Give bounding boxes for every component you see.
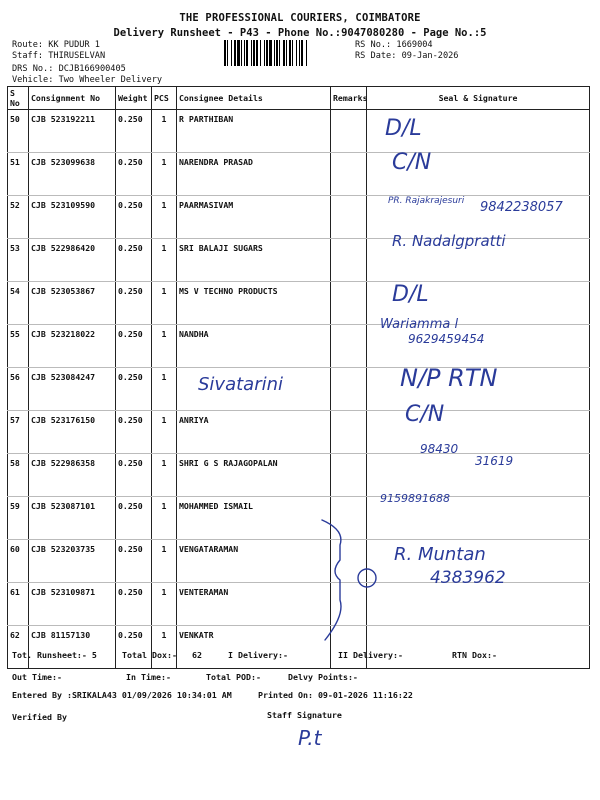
barcode-bar <box>306 40 307 66</box>
out-time: Out Time:- <box>12 672 62 682</box>
row-consignee: MS V TECHNO PRODUCTS <box>177 282 331 325</box>
drs-label: DRS No.: DCJB166900405 <box>12 64 126 74</box>
row-pcs: 1 <box>152 626 177 669</box>
barcode-bar <box>286 40 287 66</box>
row-weight: 0.250 <box>116 583 152 626</box>
table-row <box>8 325 590 368</box>
row-consignment-no: CJB 523053867 <box>29 282 116 325</box>
table-row <box>8 110 590 153</box>
sig-r52-name: PR. Rajakrajesuri <box>388 196 465 206</box>
sig-r53: R. Nadalgpratti <box>392 232 506 250</box>
barcode-bar <box>246 40 248 66</box>
row-remarks <box>331 282 367 325</box>
row-pcs: 1 <box>152 411 177 454</box>
barcode-bar <box>283 40 285 66</box>
rtn-dox: RTN Dox:- <box>452 650 497 660</box>
barcode-bar <box>292 40 293 66</box>
row-consignment-no: CJB 523109871 <box>29 583 116 626</box>
row-weight: 0.250 <box>116 325 152 368</box>
barcode-bar <box>253 40 255 66</box>
row-consignment-no: CJB 523192211 <box>29 110 116 153</box>
row-consignee: ANRIYA <box>177 411 331 454</box>
table-row <box>8 282 590 325</box>
row-consignment-no: CJB 522986420 <box>29 239 116 282</box>
consignee-r56-handwritten: Sivatarini <box>198 374 284 395</box>
sig-r59: 9159891688 <box>380 492 450 505</box>
ii-delivery: II Delivery:- <box>338 650 403 660</box>
barcode-bar <box>224 40 226 66</box>
staff-signature-ink: P.t <box>298 726 322 750</box>
sig-r50: D/L <box>385 116 422 141</box>
row-weight: 0.250 <box>116 368 152 411</box>
sig-r56: N/P RTN <box>400 364 498 392</box>
row-sno: 54 <box>8 282 29 325</box>
row-consignee: NARENDRA PRASAD <box>177 153 331 196</box>
row-sno: 57 <box>8 411 29 454</box>
barcode-bar <box>227 40 228 66</box>
barcode-bar <box>299 40 300 66</box>
verified-by: Verified By <box>12 712 67 722</box>
row-consignment-no: CJB 523099638 <box>29 153 116 196</box>
row-pcs: 1 <box>152 110 177 153</box>
barcode-bar <box>244 40 245 66</box>
row-pcs: 1 <box>152 454 177 497</box>
row-pcs: 1 <box>152 153 177 196</box>
row-consignment-no: CJB 522986358 <box>29 454 116 497</box>
row-weight: 0.250 <box>116 282 152 325</box>
barcode-bar <box>234 40 236 66</box>
row-weight: 0.250 <box>116 110 152 153</box>
tot-runsheet: Tot. Runsheet:- 5 <box>12 650 97 660</box>
row-consignee: NANDHA <box>177 325 331 368</box>
row-consignment-no: CJB 523176150 <box>29 411 116 454</box>
barcode-bar <box>264 40 265 66</box>
row-sno: 58 <box>8 454 29 497</box>
printed-on: Printed On: 09-01-2026 11:16:22 <box>258 690 413 700</box>
sig-r55-name: Wariamma l <box>380 317 459 332</box>
staff-signature-label: Staff Signature <box>267 710 342 720</box>
row-sno: 61 <box>8 583 29 626</box>
rs-number: RS No.: 1669004 <box>355 40 433 50</box>
sig-r51: C/N <box>392 150 432 175</box>
barcode-bar <box>296 40 297 66</box>
barcode <box>224 40 351 66</box>
row-consignee: SRI BALAJI SUGARS <box>177 239 331 282</box>
company-title: THE PROFESSIONAL COURIERS, COIMBATORE <box>179 12 421 24</box>
sig-r58-a: 98430 <box>420 442 459 456</box>
row-remarks <box>331 626 367 669</box>
barcode-bar <box>231 40 232 66</box>
barcode-bar <box>301 40 303 66</box>
delvy-points: Delvy Points:- <box>288 672 358 682</box>
table-row <box>8 626 590 669</box>
row-pcs: 1 <box>152 583 177 626</box>
barcode-bar <box>237 40 240 66</box>
table-header-row <box>8 87 590 110</box>
row-consignee: R PARTHIBAN <box>177 110 331 153</box>
route-info <box>12 40 162 86</box>
table-row <box>8 368 590 411</box>
row-pcs: 1 <box>152 497 177 540</box>
row-pcs: 1 <box>152 239 177 282</box>
row-pcs: 1 <box>152 540 177 583</box>
col-consignee: Consignee Details <box>177 87 331 110</box>
row-consignee: VENKATR <box>177 626 331 669</box>
barcode-bar <box>266 40 268 66</box>
sig-r55-phone: 9629459454 <box>408 332 485 346</box>
row-sno: 55 <box>8 325 29 368</box>
sig-r61-phone: 4383962 <box>430 568 506 588</box>
row-remarks <box>331 239 367 282</box>
barcode-bar <box>276 40 278 66</box>
barcode-bar <box>256 40 258 66</box>
row-consignment-no: CJB 523087101 <box>29 497 116 540</box>
row-weight: 0.250 <box>116 454 152 497</box>
runsheet-subtitle: Delivery Runsheet - P43 - Phone No.:9047080280 - Page No.:5 <box>113 27 487 39</box>
row-remarks <box>331 540 367 583</box>
barcode-bar <box>289 40 291 66</box>
row-sno: 60 <box>8 540 29 583</box>
row-weight: 0.250 <box>116 153 152 196</box>
row-weight: 0.250 <box>116 239 152 282</box>
row-remarks <box>331 110 367 153</box>
route-label: Route: KK PUDUR 1 <box>12 40 100 50</box>
row-remarks <box>331 196 367 239</box>
row-sno: 62 <box>8 626 29 669</box>
row-weight: 0.250 <box>116 196 152 239</box>
row-consignee: SHRI G S RAJAGOPALAN <box>177 454 331 497</box>
row-sno: 56 <box>8 368 29 411</box>
row-consignment-no: CJB 81157130 <box>29 626 116 669</box>
barcode-bar <box>260 40 261 66</box>
row-pcs: 1 <box>152 325 177 368</box>
table-row <box>8 411 590 454</box>
sig-r57: C/N <box>405 402 445 427</box>
row-consignee: MOHAMMED ISMAIL <box>177 497 331 540</box>
row-consignee: VENGATARAMAN <box>177 540 331 583</box>
col-weight: Weight <box>116 87 152 110</box>
sig-r54: D/L <box>392 282 429 307</box>
row-consignment-no: CJB 523084247 <box>29 368 116 411</box>
rs-info <box>355 40 458 62</box>
sig-r52-phone: 9842238057 <box>480 200 563 215</box>
col-seal-signature: Seal & Signature <box>367 87 590 110</box>
table-row <box>8 583 590 626</box>
row-weight: 0.250 <box>116 626 152 669</box>
row-sno: 59 <box>8 497 29 540</box>
row-consignment-no: CJB 523109590 <box>29 196 116 239</box>
total-pod: Total POD:- <box>206 672 261 682</box>
sig-r58-b: 31619 <box>475 454 514 468</box>
row-sno: 52 <box>8 196 29 239</box>
row-signature <box>367 583 590 626</box>
row-sno: 50 <box>8 110 29 153</box>
barcode-bar <box>269 40 272 66</box>
row-consignment-no: CJB 523203735 <box>29 540 116 583</box>
vehicle-label: Vehicle: Two Wheeler Delivery <box>12 75 163 85</box>
col-sno: S No <box>8 87 29 110</box>
row-weight: 0.250 <box>116 540 152 583</box>
barcode-bar <box>274 40 275 66</box>
i-delivery: I Delivery:- <box>228 650 288 660</box>
row-sno: 53 <box>8 239 29 282</box>
row-consignment-no: CJB 523218022 <box>29 325 116 368</box>
row-weight: 0.250 <box>116 411 152 454</box>
entered-by: Entered By :SRIKALA43 01/09/2026 10:34:01 AM <box>12 690 232 700</box>
row-pcs: 1 <box>152 282 177 325</box>
row-remarks <box>331 497 367 540</box>
row-remarks <box>331 583 367 626</box>
row-pcs: 1 <box>152 368 177 411</box>
table-row <box>8 497 590 540</box>
col-consignment: Consignment No <box>29 87 116 110</box>
row-weight: 0.250 <box>116 497 152 540</box>
row-signature <box>367 626 590 669</box>
sig-r61-name: R. Muntan <box>394 544 486 565</box>
row-consignee: PAARMASIVAM <box>177 196 331 239</box>
row-remarks <box>331 454 367 497</box>
rs-date: RS Date: 09-Jan-2026 <box>355 51 459 61</box>
row-sno: 51 <box>8 153 29 196</box>
barcode-bar <box>241 40 242 66</box>
col-remarks: Remarks <box>331 87 367 110</box>
row-consignee: VENTERAMAN <box>177 583 331 626</box>
row-remarks <box>331 153 367 196</box>
total-dox-value: 62 <box>192 650 202 660</box>
table-row <box>8 153 590 196</box>
row-remarks <box>331 411 367 454</box>
row-signature <box>367 411 590 454</box>
staff-label: Staff: THIRUSELVAN <box>12 51 106 61</box>
barcode-bar <box>251 40 252 66</box>
total-dox-label: Total Dox:- <box>122 650 177 660</box>
barcode-bar <box>279 40 280 66</box>
col-pcs: PCS <box>152 87 177 110</box>
in-time: In Time:- <box>126 672 171 682</box>
row-remarks <box>331 325 367 368</box>
row-pcs: 1 <box>152 196 177 239</box>
row-remarks <box>331 368 367 411</box>
